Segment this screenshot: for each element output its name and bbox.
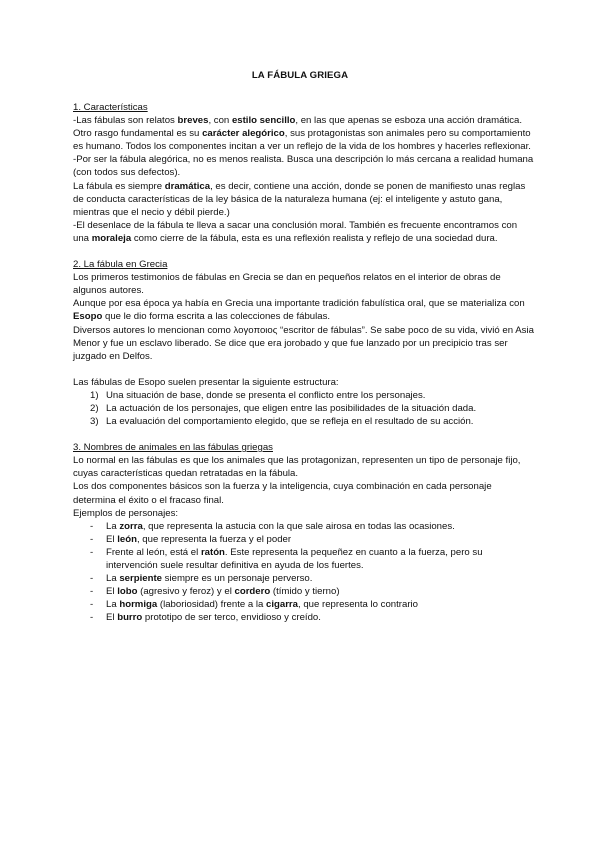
s2-paragraph-3: Diversos autores lo mencionan como λογοποιος “escritor de fábulas”. Se sabe poco de su vida, vivió en Asia Menor y fue un esclavo liberado. Se dice que era jorobado y que fue lanzado por un precipicio tras ser juzgado en Delfos. [73, 324, 534, 362]
section-1-heading: 1. Características [73, 102, 148, 113]
s1-paragraph-1: -Las fábulas son relatos breves, con estilo sencillo, en las que apenas se esboza una acción dramática. Otro rasgo fundamental es su carácter alegórico, sus protagonistas son animales pero su comportamiento es humano. Todos los componentes incitan a ver un reflejo de la vida de los hombres y hacerles reflexionar. [73, 115, 531, 153]
list-item: - El burro prototipo de ser terco, envidioso y creído. [90, 612, 321, 624]
list-item: 1) Una situación de base, donde se presenta el conflicto entre los personajes. [90, 389, 426, 401]
document-body [73, 101, 535, 624]
section-2-heading: 2. La fábula en Grecia [73, 259, 168, 271]
structure-intro: Las fábulas de Esopo suelen presentar la siguiente estructura: [73, 376, 339, 388]
list-item: 2) La actuación de los personajes, que eligen entre las posibilidades de la situación dada. [90, 402, 477, 414]
list-item: - La serpiente siempre es un personaje perverso. [90, 573, 313, 585]
examples-list [73, 520, 535, 625]
s3-paragraph-2: Los dos componentes básicos son la fuerza y la inteligencia, cuya combinación en cada personaje determina el éxito o el fracaso final. [73, 481, 492, 506]
s2-paragraph-1: Los primeros testimonios de fábulas en Grecia se dan en pequeños relatos en el interior de obras de algunos autores. [73, 272, 501, 297]
list-item: - La zorra, que representa la astucia con la que sale airosa en todas las ocasiones. [90, 520, 455, 532]
list-item: 3) La evaluación del comportamiento elegido, que se refleja en el resultado de su acción. [90, 416, 474, 428]
list-item: - Frente al león, está el ratón. Este representa la pequeñez en cuanto a la fuerza, pero su intervención suele resultar definitiva en ayuda de los fuertes. [90, 546, 483, 571]
s1-paragraph-3: La fábula es siempre dramática, es decir, contiene una acción, donde se ponen de manifiesto unas reglas de conducta características de la ley básica de la naturaleza humana (ej: el inteligente y astuto gana, mientras que el necio y débil pierde.) [73, 180, 526, 218]
list-item: - La hormiga (laboriosidad) frente a la cigarra, que representa lo contrario [90, 599, 418, 611]
document-title: LA FÁBULA GRIEGA [251, 70, 349, 81]
s2-paragraph-2: Aunque por esa época ya había en Grecia una importante tradición fabulística oral, que se materializa con Esopo que le dio forma escrita a las colecciones de fábulas. [73, 298, 525, 323]
s3-paragraph-1: Lo normal en las fábulas es que los animales que las protagonizan, representen un tipo de personaje fijo, cuyas características quedan retratadas en la fábula. [73, 455, 521, 480]
list-item: - El lobo (agresivo y feroz) y el cordero (tímido y tierno) [90, 586, 340, 598]
structure-list [73, 389, 535, 428]
s1-paragraph-2: -Por ser la fábula alegórica, no es menos realista. Busca una descripción lo más cercana a realidad humana (con todos sus defectos). [73, 154, 534, 179]
s1-paragraph-4: -El desenlace de la fábula te lleva a sacar una conclusión moral. También es frecuente encontramos con una moraleja como cierre de la fábula, esta es una reflexión realista y reflejo de una sociedad dura. [73, 219, 518, 244]
section-3-heading: 3. Nombres de animales en las fábulas griegas [73, 442, 273, 454]
examples-label: Ejemplos de personajes: [73, 507, 179, 519]
list-item: - El león, que representa la fuerza y el poder [90, 533, 292, 545]
